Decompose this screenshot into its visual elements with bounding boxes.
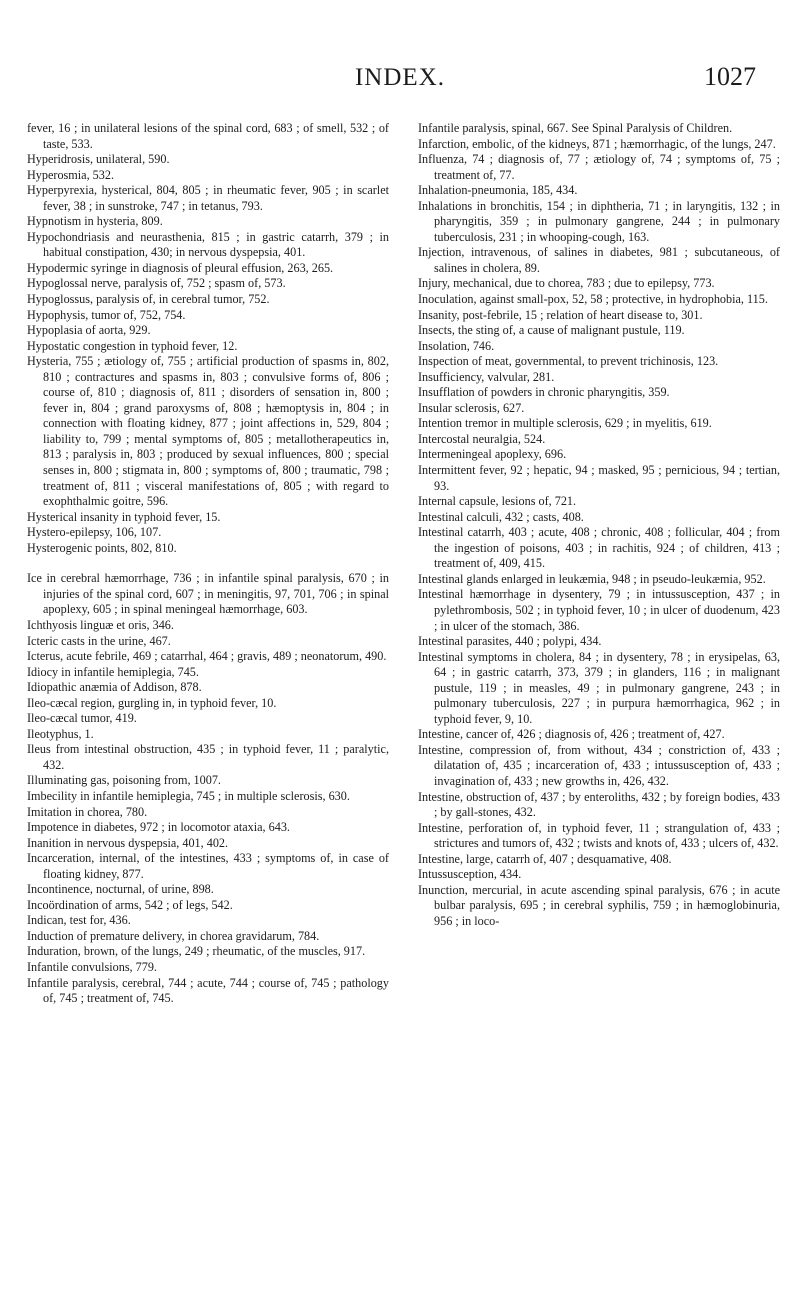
index-entry: Hyperpyrexia, hysterical, 804, 805 ; in rheumatic fever, 905 ; in scarlet fever, 38 ; in sunstroke, 747 ; in tetanus, 793. (27, 183, 389, 213)
index-entry: Hysteria, 755 ; ætiology of, 755 ; artificial production of spasms in, 802, 810 ; contractures and spasms in, 803 ; convulsive forms of, 806 ; course of, 810 ; diagnosis of, 811 ; disorders of sensation in, 800 ; fever in, 804 ; grand paroxysms of, 808 ; hæmoptysis in, 804 ; in connection with floating kidney, 877 ; joint affections in, 529, 804 ; liability to, 799 ; mental symptoms of, 805 ; metallotherapeutics in, 813 ; paralysis in, 803 ; produced by sexual influences, 800 ; special senses in, 800 ; stigmata in, 800 ; symptoms of, 800 ; traumatic, 798 ; treatment of, 811 ; visceral manifestations of, 805 ; with regard to exophthalmic goitre, 596. (27, 354, 389, 509)
index-entry: Idiopathic anæmia of Addison, 878. (27, 680, 202, 695)
index-entry: Icterus, acute febrile, 469 ; catarrhal, 464 ; gravis, 489 ; neonatorum, 490. (27, 649, 387, 664)
index-entry: Insects, the sting of, a cause of malignant pustule, 119. (418, 323, 685, 338)
index-entry: Internal capsule, lesions of, 721. (418, 494, 577, 509)
index-entry: Intestine, compression of, from without, 434 ; constriction of, 433 ; dilatation of, 435 ; incarceration of, 433 ; intussusception of, 433 ; invagination of, 433 ; new growths in, 426, 432. (418, 742, 780, 788)
index-entry: Hystero-epilepsy, 106, 107. (27, 525, 162, 540)
index-entry: Insular sclerosis, 627. (418, 400, 525, 415)
index-entry: Infantile convulsions, 779. (27, 959, 157, 974)
index-entry: Imitation in chorea, 780. (27, 804, 148, 819)
index-entry: Intestinal glands enlarged in leukæmia, 948 ; in pseudo-leukæmia, 952. (418, 571, 766, 586)
index-entry: Hypodermic syringe in diagnosis of pleural effusion, 263, 265. (27, 260, 334, 275)
index-entry: Intestine, cancer of, 426 ; diagnosis of, 426 ; treatment of, 427. (418, 727, 725, 742)
index-entry: fever, 16 ; in unilateral lesions of the spinal cord, 683 ; of smell, 532 ; of taste, 533. (27, 121, 389, 151)
index-entry: Ice in cerebral hæmorrhage, 736 ; in infantile spinal paralysis, 670 ; in injuries of the spinal cord, 607 ; in meningitis, 97, 701, 706 ; in spinal apoplexy, 605 ; in spinal meningeal hæmorrhage, 603. (27, 571, 389, 617)
index-entry: Incoördination of arms, 542 ; of legs, 542. (27, 897, 233, 912)
index-entry: Inunction, mercurial, in acute ascending spinal paralysis, 676 ; in acute bulbar paralysis, 695 ; in cerebral syphilis, 759 ; in hæmoglobinuria, 956 ; in loco- (418, 882, 780, 928)
index-entry: Injury, mechanical, due to chorea, 783 ; due to epilepsy, 773. (418, 276, 715, 291)
index-entry: Ileus from intestinal obstruction, 435 ; in typhoid fever, 11 ; paralytic, 432. (27, 742, 389, 772)
index-entry: Hypoplasia of aorta, 929. (27, 323, 151, 338)
index-entry: Hypophysis, tumor of, 752, 754. (27, 307, 186, 322)
index-entry: Ichthyosis linguæ et oris, 346. (27, 617, 174, 632)
index-entry: Hypochondriasis and neurasthenia, 815 ; in gastric catarrh, 379 ; in habitual constipation, 430; in nervous dyspepsia, 401. (27, 229, 389, 260)
index-entry: Impotence in diabetes, 972 ; in locomotor ataxia, 643. (27, 820, 290, 835)
index-entry: Infantile paralysis, cerebral, 744 ; acute, 744 ; course of, 745 ; pathology of, 745 ; treatment of, 745. (27, 975, 389, 1006)
index-entry: Imbecility in infantile hemiplegia, 745 ; in multiple sclerosis, 630. (27, 788, 350, 803)
index-entry: Inhalation-pneumonia, 185, 434. (418, 183, 578, 198)
index-entry: Intestinal calculi, 432 ; casts, 408. (418, 509, 584, 524)
index-entry: Inanition in nervous dyspepsia, 401, 402. (27, 835, 229, 850)
index-letter-gap (27, 556, 389, 571)
index-entry: Induration, brown, of the lungs, 249 ; rheumatic, of the muscles, 917. (27, 944, 366, 959)
index-entry: Intussusception, 434. (418, 867, 522, 882)
index-entry: Insufficiency, valvular, 281. (418, 369, 555, 384)
index-column-left (27, 121, 389, 1007)
index-entry: Inoculation, against small-pox, 52, 58 ; protective, in hydrophobia, 115. (418, 292, 768, 307)
index-entry: Indican, test for, 436. (27, 913, 131, 928)
index-entry: Incarceration, internal, of the intestines, 433 ; symptoms of, in case of floating kidney, 877. (27, 851, 389, 881)
index-column-right (418, 121, 780, 929)
index-entry: Hypnotism in hysteria, 809. (27, 214, 163, 229)
index-entry: Ileo-cæcal tumor, 419. (27, 711, 137, 726)
index-entry: Induction of premature delivery, in chorea gravidarum, 784. (27, 928, 320, 943)
index-entry: Intestinal catarrh, 403 ; acute, 408 ; chronic, 408 ; follicular, 404 ; from the ingestion of poisons, 403 ; in rachitis, 924 ; of children, 413 ; treatment of, 409, 415. (418, 525, 780, 571)
index-entry: Intercostal neuralgia, 524. (418, 431, 546, 446)
index-entry: Intestinal symptoms in cholera, 84 ; in dysentery, 78 ; in erysipelas, 63, 64 ; in gastric catarrh, 373, 379 ; in glanders, 116 ; in malignant pustule, 119 ; in measles, 49 ; in pulmonary gangrene, 243 ; in pulmonary tuberculosis, 227 ; in purpura hæmorrhagica, 962 ; in typhoid fever, 9, 10. (418, 649, 780, 726)
index-entry: Ileotyphus, 1. (27, 726, 94, 741)
index-entry: Insanity, post-febrile, 15 ; relation of heart disease to, 301. (418, 307, 703, 322)
index-entry: Intestine, large, catarrh of, 407 ; desquamative, 408. (418, 851, 672, 866)
index-entry: Hyperidrosis, unilateral, 590. (27, 152, 170, 167)
index-entry: Infarction, embolic, of the kidneys, 871 ; hæmorrhagic, of the lungs, 247. (418, 136, 776, 151)
index-entry: Hypostatic congestion in typhoid fever, 12. (27, 338, 238, 353)
index-entry: Intestinal parasites, 440 ; polypi, 434. (418, 634, 602, 649)
page-number: 1027 (704, 62, 756, 91)
index-entry: Intermittent fever, 92 ; hepatic, 94 ; masked, 95 ; pernicious, 94 ; tertian, 93. (418, 463, 780, 493)
running-head (0, 62, 800, 98)
index-entry: Icteric casts in the urine, 467. (27, 633, 171, 648)
index-entry: Illuminating gas, poisoning from, 1007. (27, 773, 221, 788)
index-entry: Insufflation of powders in chronic pharyngitis, 359. (418, 385, 670, 400)
index-entry: Intestinal hæmorrhage in dysentery, 79 ; in intussusception, 437 ; in pylethrombosis, 502 ; in typhoid fever, 10 ; in ulcer of duodenum, 423 ; in ulcer of the stomach, 386. (418, 587, 780, 633)
index-entry: Hypoglossal nerve, paralysis of, 752 ; spasm of, 573. (27, 276, 286, 291)
index-entry: Inhalations in bronchitis, 154 ; in diphtheria, 71 ; in laryngitis, 132 ; in pharyngitis, 359 ; in pulmonary gangrene, 244 ; in pulmonary tuberculosis, 231 ; in whooping-cough, 163. (418, 198, 780, 244)
index-entry: Ileo-cæcal region, gurgling in, in typhoid fever, 10. (27, 695, 277, 710)
index-entry: Inspection of meat, governmental, to prevent trichinosis, 123. (418, 354, 719, 369)
index-entry: Influenza, 74 ; diagnosis of, 77 ; ætiology of, 74 ; symptoms of, 75 ; treatment of, 77. (418, 152, 780, 182)
page-title: INDEX. (354, 64, 445, 91)
index-entry: Intention tremor in multiple sclerosis, 629 ; in myelitis, 619. (418, 416, 712, 431)
index-entry: Hyperosmia, 532. (27, 167, 114, 182)
index-entry: Intestine, obstruction of, 437 ; by enteroliths, 432 ; by foreign bodies, 433 ; by gall-stones, 432. (418, 789, 780, 820)
index-entry: Injection, intravenous, of salines in diabetes, 981 ; subcutaneous, of salines in cholera, 89. (418, 245, 780, 275)
index-entry: Insolation, 746. (418, 338, 495, 353)
index-entry: Hysterogenic points, 802, 810. (27, 540, 177, 555)
index-entry: Intermeningeal apoplexy, 696. (418, 447, 567, 462)
index-entry: Hypoglossus, paralysis of, in cerebral tumor, 752. (27, 292, 270, 307)
index-entry: Hysterical insanity in typhoid fever, 15. (27, 509, 221, 524)
index-entry: Idiocy in infantile hemiplegia, 745. (27, 664, 199, 679)
index-entry: Incontinence, nocturnal, of urine, 898. (27, 882, 214, 897)
index-entry: Infantile paralysis, spinal, 667. See Spinal Paralysis of Children. (418, 121, 733, 135)
index-entry: Intestine, perforation of, in typhoid fever, 11 ; strangulation of, 433 ; strictures and tumors of, 432 ; twists and knots of, 433 ; ulcers of, 432. (418, 820, 780, 851)
